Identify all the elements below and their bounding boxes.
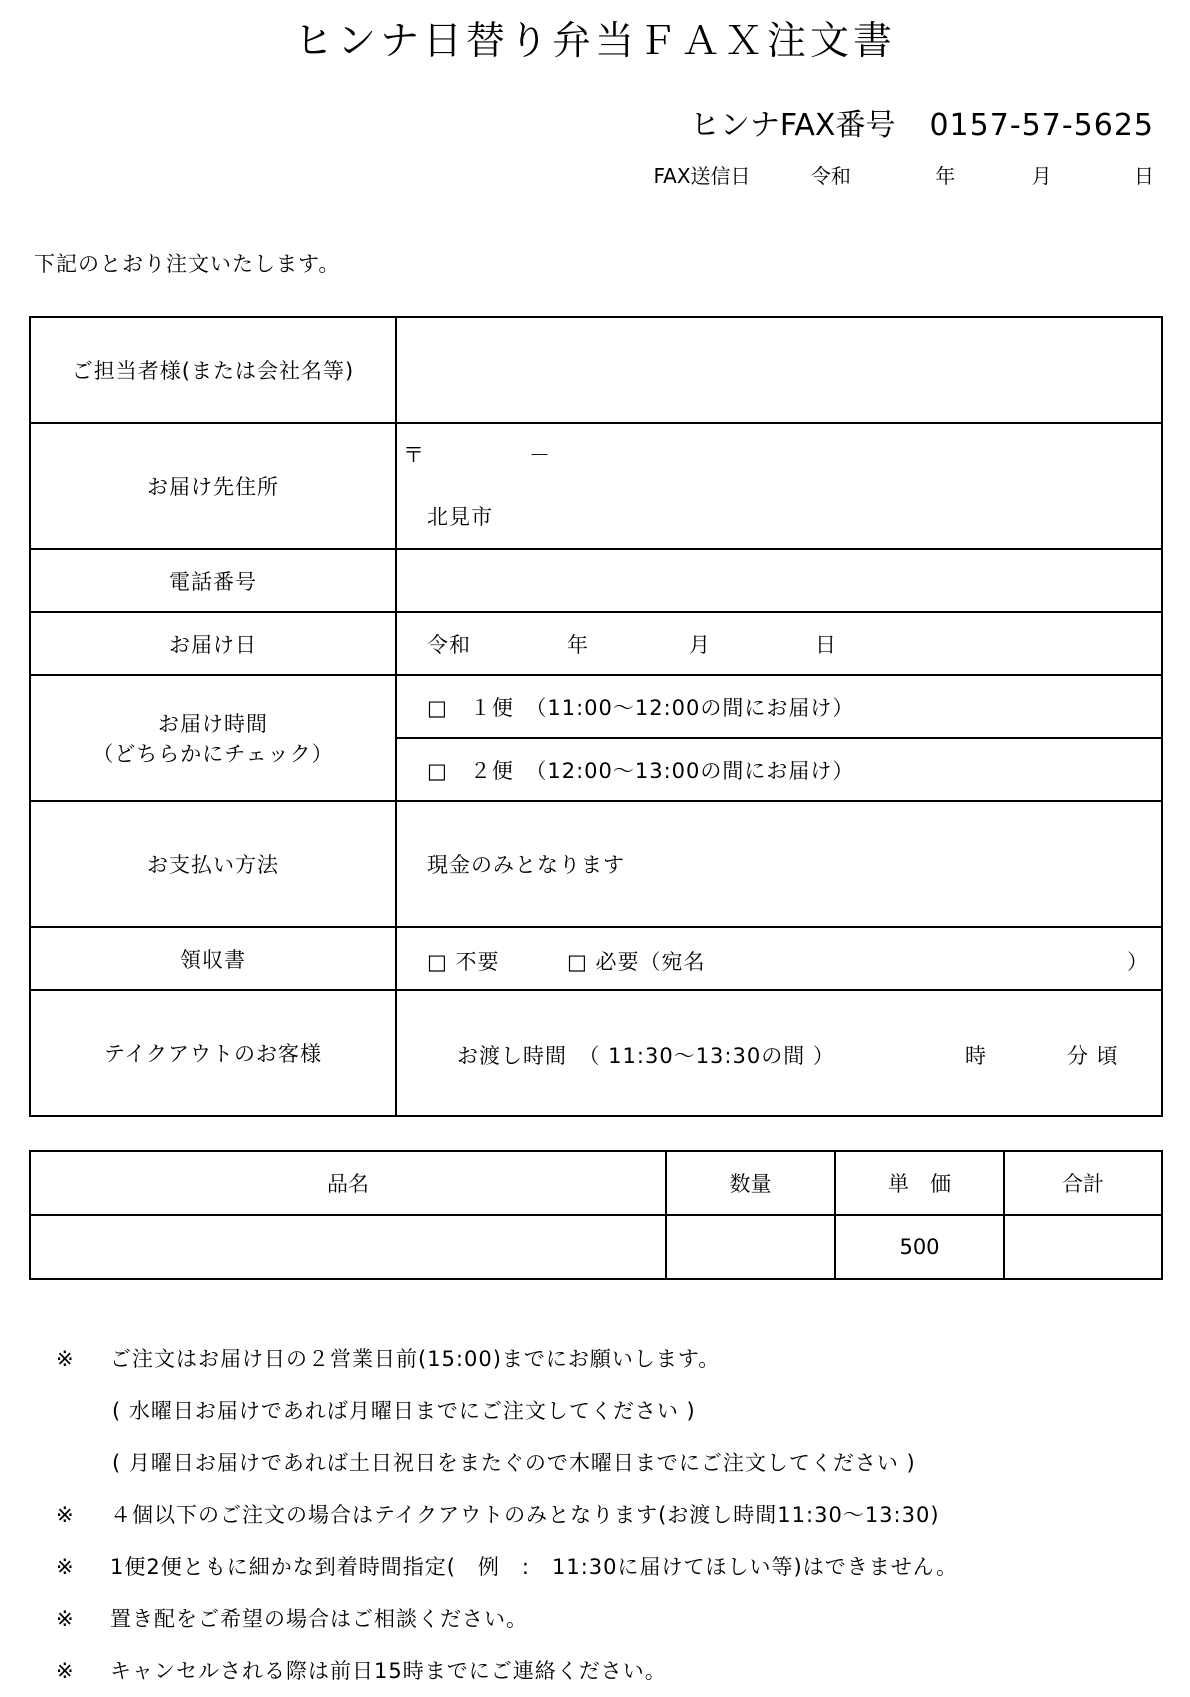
items-header-total: 合計 [1004,1151,1162,1215]
receipt-needed-option[interactable]: □ 必要（宛名 [567,950,706,974]
send-date-label: FAX送信日 [653,164,751,188]
takeout-time-text: お渡し時間 （ 11:30～13:30の間 ） [457,1044,835,1068]
delivery-date-day: 日 [815,632,837,657]
delivery-date-era: 令和 [427,632,471,657]
note-item [56,1489,958,1541]
item-name-cell[interactable] [30,1215,666,1279]
address-field[interactable] [396,423,1162,549]
items-table [29,1150,1163,1280]
address-label: お届け先住所 [30,423,396,549]
note-text: ( 水曜日お届けであれば月曜日までにご注文してください ) [112,1399,696,1423]
fax-number-label: ヒンナFAX番号 [689,108,896,143]
fax-number-value: 0157-57-5625 [929,108,1154,143]
note-text: ご注文はお届け日の２営業日前(15:00)までにお願いします。 [110,1347,721,1371]
delivery-time-label [30,675,396,801]
item-price-cell: 500 [835,1215,1004,1279]
postal-mark: 〒 [403,443,425,467]
send-date-era: 令和 [810,164,851,188]
contact-label: ご担当者様(または会社名等) [30,317,396,423]
receipt-field [396,927,1162,990]
takeout-hour: 時 [965,1044,987,1068]
note-item [56,1385,958,1437]
note-item [56,1593,958,1645]
takeout-label: テイクアウトのお客様 [30,990,396,1116]
postal-dash: － [529,443,551,467]
send-date [654,160,1155,189]
phone-field[interactable] [396,549,1162,612]
note-text: ( 月曜日お届けであれば土日祝日をまたぐので木曜日までにご注文してください ) [112,1451,916,1475]
delivery-time-option-1[interactable]: □ １便 （11:00～12:00の間にお届け） [396,675,1162,738]
note-item [56,1333,958,1385]
send-date-year: 年 [935,164,956,188]
note-text: ４個以下のご注文の場合はテイクアウトのみとなります(お渡し時間11:30～13:30) [110,1503,940,1527]
item-qty-cell[interactable] [666,1215,835,1279]
note-item [56,1437,958,1489]
note-mark: ※ [56,1555,75,1579]
intro-text: 下記のとおり注文いたします。 [34,252,341,276]
delivery-time-label-main: お届け時間 [158,712,268,736]
order-form-table [29,316,1163,1117]
phone-label: 電話番号 [30,549,396,612]
delivery-date-label: お届け日 [30,612,396,675]
takeout-field[interactable] [396,990,1162,1116]
note-mark: ※ [56,1607,75,1631]
delivery-date-year: 年 [567,632,589,657]
send-date-month: 月 [1031,164,1052,188]
item-total-cell[interactable] [1004,1215,1162,1279]
delivery-date-month: 月 [689,632,711,657]
contact-field[interactable] [396,317,1162,423]
page-title: ヒンナ日替り弁当ＦＡＸ注文書 [293,19,896,64]
delivery-date-field[interactable] [396,612,1162,675]
note-mark: ※ [56,1347,75,1371]
note-text: キャンセルされる際は前日15時までにご連絡ください。 [110,1659,667,1683]
note-mark: ※ [56,1503,75,1527]
items-header-qty: 数量 [666,1151,835,1215]
send-date-day: 日 [1134,164,1154,188]
note-text: 1便2便ともに細かな到着時間指定( 例 : 11:30に届けてほしい等)はできません。 [110,1555,958,1579]
note-item [56,1645,958,1697]
delivery-time-option-2[interactable]: □ ２便 （12:00～13:00の間にお届け） [396,738,1162,801]
payment-value: 現金のみとなります [396,801,1162,927]
address-city: 北見市 [427,505,493,529]
items-header-price: 単 価 [835,1151,1004,1215]
payment-label: お支払い方法 [30,801,396,927]
note-item [56,1541,958,1593]
notes-list [56,1333,958,1697]
takeout-minute: 分 頃 [1067,1044,1119,1068]
receipt-label: 領収書 [30,927,396,990]
note-mark: ※ [56,1659,75,1683]
receipt-close-paren: ） [1127,950,1149,974]
items-header-name: 品名 [30,1151,666,1215]
receipt-unneeded-option[interactable]: □ 不要 [427,950,500,974]
fax-number [690,100,1154,144]
note-text: 置き配をご希望の場合はご相談ください。 [110,1607,528,1631]
delivery-time-label-note: （どちらかにチェック） [92,742,334,766]
